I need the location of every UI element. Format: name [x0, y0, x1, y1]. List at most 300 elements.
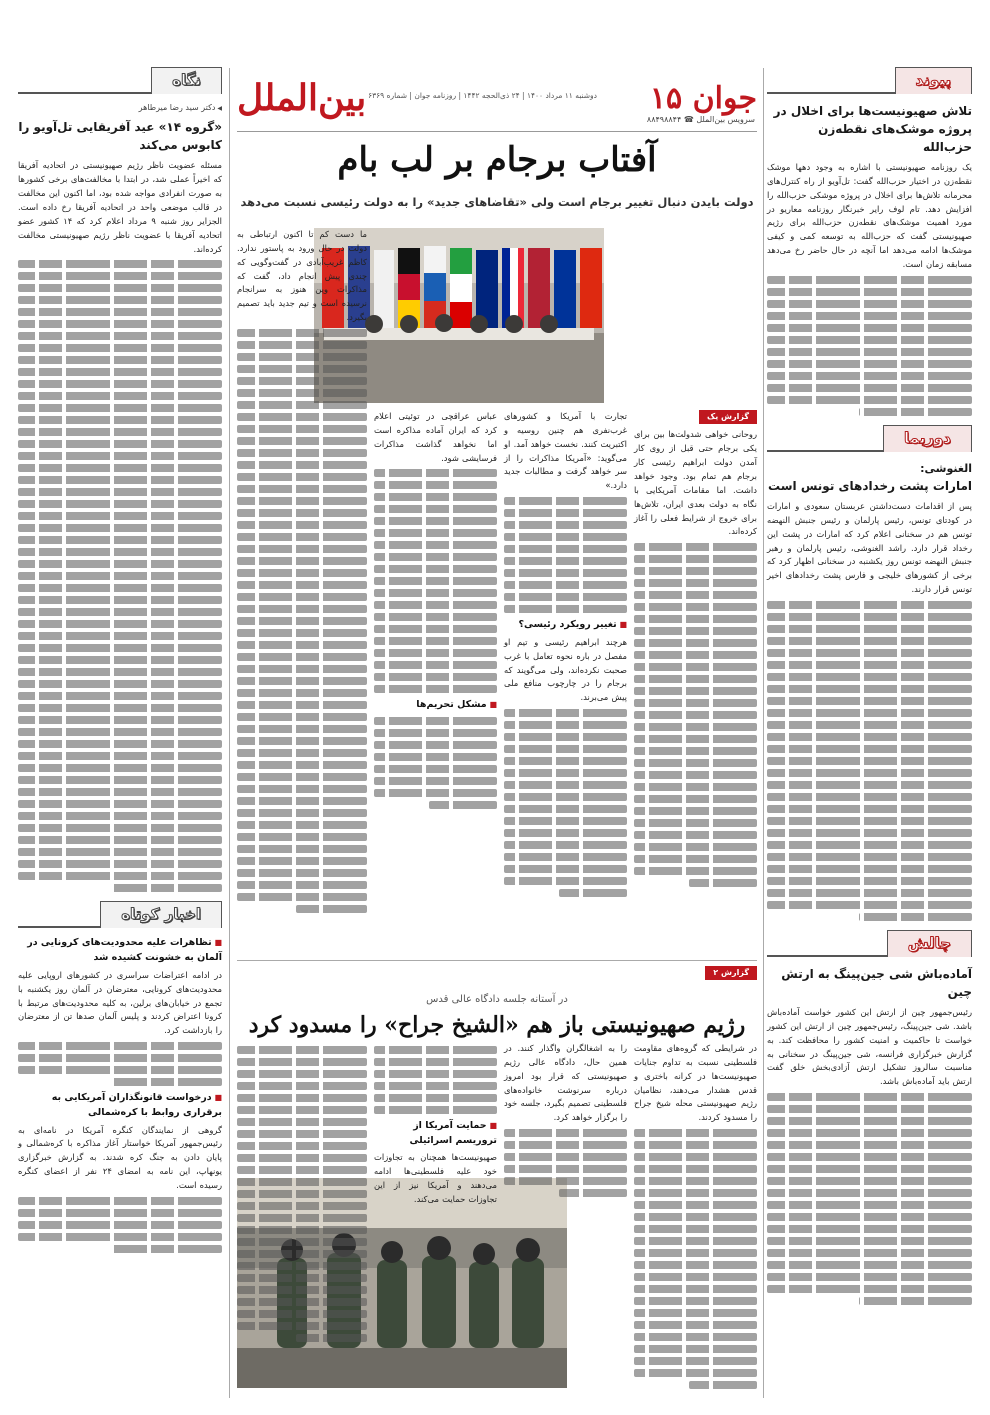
text-filler [237, 581, 367, 589]
right-headline-1: تلاش صهیونیست‌ها برای اخلال در پروژه موشک‌های نقطه‌زن حزب‌الله [773, 104, 972, 154]
text-filler [767, 733, 972, 741]
right-article-2-text: پس از اقدامات دست‌داشتن عربستان سعودی و امارات در کودتای تونس، رئیس پارلمان و رئیس جنبش النهضه تونس هم در سخنانی اعلام کرد که امارات در پشت این رخداد قرار دارد. راشد الغنوشی، رئیس پارلمان و رهبر جنبش النهضه تونس روز یکشنبه در سخنانی اظهار کرد که برخی از کشورهای خلیجی و فارس پشت رخدادهای اخیر تونس قرار دارند. [767, 500, 972, 595]
text-filler [374, 765, 497, 773]
text-filler [18, 860, 222, 868]
text-filler [374, 565, 497, 573]
text-filler [237, 677, 367, 685]
text-filler [237, 857, 367, 865]
text-filler [767, 1285, 972, 1293]
text-filler [504, 877, 627, 885]
text-filler [237, 1250, 367, 1258]
text-filler [18, 1221, 222, 1229]
text-filler [634, 1369, 757, 1377]
text-filler [767, 312, 972, 320]
text-filler [237, 617, 367, 625]
text-filler [18, 632, 222, 640]
text-filler [504, 793, 627, 801]
author-name: ◀ دکتر سید رضا میرطاهر [18, 102, 222, 114]
text-filler [767, 781, 972, 789]
text-filler [374, 753, 497, 761]
center-article-2-col-d [237, 1042, 367, 1346]
text-filler [237, 1118, 367, 1126]
text-filler [634, 639, 757, 647]
text-filler [237, 521, 367, 529]
text-filler [634, 807, 757, 815]
text-filler [374, 789, 497, 797]
section-tab-chalesh: چالش [767, 931, 972, 957]
text-filler [237, 497, 367, 505]
text-filler [504, 605, 627, 613]
text-filler [634, 699, 757, 707]
text-filler [767, 1153, 972, 1161]
text-filler [767, 817, 972, 825]
text-filler [18, 704, 222, 712]
text-filler [634, 687, 757, 695]
text-filler [634, 1249, 757, 1257]
text-filler [634, 1225, 757, 1233]
text-filler [18, 608, 222, 616]
text-filler [237, 389, 367, 397]
text-filler [634, 663, 757, 671]
text-filler [374, 589, 497, 597]
center-article-1a-text: روحانی خواهی شدولت‌ها بین برای یکی برجام حتی قبل از روی کار آمدن دولت ابراهیم رئیسی کار برجام هم تمام بود. وجود خواهد داشت. اما مقامات آمریکایی با نگاه به دولت بعدی ایران، تلاش‌ها برای خروج از شرایط فعلی را آغاز کرده‌اند. [634, 429, 757, 537]
subhead-raisi-approach: ■ تغییر رویکرد رئیسی؟ [504, 618, 627, 633]
text-filler [18, 392, 222, 400]
text-filler [237, 473, 367, 481]
text-filler [237, 365, 367, 373]
text-filler [18, 800, 222, 808]
text-filler [634, 1333, 757, 1341]
text-filler [18, 1066, 222, 1074]
text-filler [634, 747, 757, 755]
text-filler [18, 728, 222, 736]
text-filler [504, 1153, 627, 1161]
text-filler [634, 1153, 757, 1161]
text-filler [237, 413, 367, 421]
masthead-subtitle [647, 114, 755, 126]
text-filler [374, 625, 497, 633]
text-filler [110, 1245, 222, 1253]
text-filler [18, 356, 222, 364]
text-filler [237, 641, 367, 649]
text-filler [237, 881, 367, 889]
text-filler [634, 831, 757, 839]
text-filler [374, 685, 497, 693]
text-filler [767, 661, 972, 669]
masthead-logo: جوان ۱۵ [649, 81, 757, 116]
text-filler [18, 812, 222, 820]
text-filler [237, 1154, 367, 1162]
text-filler [767, 637, 972, 645]
text-filler [237, 1190, 367, 1198]
text-filler [18, 584, 222, 592]
text-filler [504, 497, 627, 505]
section-name: بین‌الملل [237, 77, 367, 119]
text-filler [767, 853, 972, 861]
text-filler [237, 461, 367, 469]
text-filler [18, 572, 222, 580]
main-headline: آفتاب برجام بر لب بام [337, 140, 657, 180]
text-filler [767, 1105, 972, 1113]
text-filler [634, 1141, 757, 1149]
section-tab-briefs: اخبار کوتاه [18, 902, 222, 928]
text-filler [559, 889, 627, 897]
text-filler [110, 1078, 222, 1086]
text-filler [374, 741, 497, 749]
text-filler [237, 1274, 367, 1282]
text-filler [374, 777, 497, 785]
text-filler [237, 809, 367, 817]
text-filler [767, 901, 972, 909]
text-filler [634, 795, 757, 803]
text-filler [374, 601, 497, 609]
text-filler [634, 1297, 757, 1305]
text-filler [18, 776, 222, 784]
text-filler [237, 377, 367, 385]
text-filler [18, 284, 222, 292]
text-filler [767, 1237, 972, 1245]
text-filler [634, 711, 757, 719]
text-filler [18, 560, 222, 568]
text-filler [18, 680, 222, 688]
text-filler [237, 845, 367, 853]
text-filler [237, 593, 367, 601]
text-filler [237, 329, 367, 337]
right-headline-3: آماده‌باش شی جین‌پینگ به ارتش چین [781, 966, 972, 999]
text-filler [374, 1094, 497, 1102]
text-filler [634, 843, 757, 851]
text-filler [504, 757, 627, 765]
text-filler [18, 644, 222, 652]
text-filler [767, 769, 972, 777]
text-filler [634, 1261, 757, 1269]
text-filler [237, 1070, 367, 1078]
text-filler [18, 620, 222, 628]
text-filler [634, 579, 757, 587]
text-filler [429, 801, 497, 809]
text-filler [374, 661, 497, 669]
text-filler [18, 272, 222, 280]
text-filler [18, 788, 222, 796]
text-filler [504, 557, 627, 565]
text-filler [634, 723, 757, 731]
text-filler [18, 320, 222, 328]
text-filler [767, 649, 972, 657]
text-filler [237, 1142, 367, 1150]
text-filler [634, 591, 757, 599]
text-filler [18, 332, 222, 340]
text-filler [374, 1058, 497, 1066]
text-filler [237, 737, 367, 745]
text-filler [767, 300, 972, 308]
text-filler [237, 749, 367, 757]
text-filler [296, 1334, 368, 1342]
text-filler [237, 533, 367, 541]
text-filler [18, 260, 222, 268]
text-filler [18, 836, 222, 844]
text-filler [237, 341, 367, 349]
text-filler [504, 745, 627, 753]
text-filler [296, 905, 368, 913]
text-filler [634, 675, 757, 683]
text-filler [767, 1225, 972, 1233]
text-filler [18, 656, 222, 664]
text-filler [374, 717, 497, 725]
center-article-2a-text: در شرایطی که گروه‌های مقاومت فلسطینی نسبت به تداوم جنایات صهیونیست‌ها در کرانه باختری و قدس هشدار می‌دهند، نظامیان رژیم صهیونیستی محله شیخ جراح را مسدود کردند. [634, 1043, 757, 1123]
text-filler [237, 1058, 367, 1066]
section-tab-negah: نگاه [18, 68, 222, 94]
text-filler [767, 721, 972, 729]
text-filler [634, 759, 757, 767]
text-filler [18, 740, 222, 748]
text-filler [18, 344, 222, 352]
text-filler [634, 1177, 757, 1185]
text-filler [237, 449, 367, 457]
text-filler [237, 1130, 367, 1138]
text-filler [237, 1046, 367, 1054]
text-filler [237, 761, 367, 769]
text-filler [559, 1189, 627, 1197]
center-article-1-col-a [634, 410, 757, 891]
text-filler [504, 721, 627, 729]
center-article-2b-text: را به اشغالگران واگذار کنند. در همین حال، دادگاه عالی رژیم صهیونیستی که قرار بود امروز درباره سرنوشت خانواده‌های فلسطینی تصمیم بگیرد، جلسه خود را برگزار خواهد کرد. [504, 1043, 627, 1123]
text-filler [18, 848, 222, 856]
text-filler [18, 596, 222, 604]
subhead-us-support: ■ حمایت آمریکا از تروریسم اسرائیلی [374, 1119, 497, 1148]
text-filler [237, 1178, 367, 1186]
text-filler [18, 512, 222, 520]
right-article-3-text: رئیس‌جمهور چین از ارتش این کشور خواست آماده‌باش باشد. شی جین‌پینگ، رئیس‌جمهور چین از ارتش این کشور خواست تا حاکمیت و امنیت کشور را محافظت کند. به گزارش خبرگزاری فرانسه، شی جین‌پینگ در سخنانی به مناسبت سالروز تشکیل ارتش آزادی‌بخش خلق گفت ارتش باید آماده‌باش باشد. [767, 1006, 972, 1087]
text-filler [374, 517, 497, 525]
text-filler [504, 521, 627, 529]
text-filler [859, 913, 972, 921]
issue-info: دوشنبه ۱۱ مرداد ۱۴۰۰ | ۲۴ ذی‌الحجه ۱۴۴۲ | روزنامه جوان | شماره ۶۳۶۹ [368, 91, 597, 100]
center-article-1e-text: ما دست کم تا اکنون ارتباطی به دولت در حال ورود به پاستور ندارد. کاظم غریب‌آبادی در گفت‌وگویی که چندی پیش انجام داد، گفت که مذاکرات وین هنوز به سرانجام نرسیده است و تیم جدید باید تصمیم بگیرد. [237, 229, 367, 323]
text-filler [110, 884, 222, 892]
text-filler [634, 1201, 757, 1209]
masthead-phone: ۸۸۴۹۸۸۴۴ [646, 115, 682, 124]
brief-2-headline: ■ درخواست قانونگذاران آمریکایی به برقراری روابط با کره‌شمالی [18, 1091, 222, 1120]
text-filler [634, 771, 757, 779]
text-filler [634, 567, 757, 575]
text-filler [18, 764, 222, 772]
text-filler [634, 615, 757, 623]
text-filler [237, 1322, 367, 1330]
column-divider [763, 68, 764, 1398]
text-filler [634, 1309, 757, 1317]
text-filler [18, 500, 222, 508]
main-subheadline: دولت بایدن دنبال تغییر برجام است ولی «تقاضاهای جدید» را به دولت رئیسی نسبت می‌دهد [240, 195, 754, 209]
text-filler [634, 1189, 757, 1197]
text-filler [504, 769, 627, 777]
left-column [18, 68, 222, 1257]
text-filler [18, 440, 222, 448]
masthead [237, 77, 757, 132]
brief-1-text: در ادامه اعتراضات سراسری در کشورهای اروپایی علیه محدودیت‌های کرونایی، معترضان در آلمان روز یکشنبه با تجمع در خیابان‌های برلین، به کلیه محدودیت‌های مرتبط با کرونا اعتراض کردند و پلیس آلمان صدها تن از معترضان را بازداشت کرد. [18, 969, 222, 1036]
column-divider [229, 68, 230, 1398]
text-filler [374, 637, 497, 645]
center-article-1c-text: هرچند ابراهیم رئیسی و تیم او مفصل در باره نحوه تعامل با غرب صحبت نکرده‌اند، ولی می‌گویند که برجام را در چارچوب منافع ملی پیش می‌برند. [504, 636, 627, 703]
text-filler [18, 692, 222, 700]
text-filler [689, 879, 757, 887]
text-filler [18, 1233, 222, 1241]
text-filler [18, 824, 222, 832]
text-filler [504, 569, 627, 577]
text-filler [237, 1226, 367, 1234]
text-filler [767, 865, 972, 873]
text-filler [374, 729, 497, 737]
text-filler [18, 1209, 222, 1217]
center-article-2-col-a [634, 1042, 757, 1393]
text-filler [767, 625, 972, 633]
text-filler [237, 1082, 367, 1090]
text-filler [237, 605, 367, 613]
text-filler [767, 829, 972, 837]
text-filler [237, 653, 367, 661]
text-filler [767, 805, 972, 813]
text-filler [237, 545, 367, 553]
text-filler [767, 673, 972, 681]
text-filler [634, 555, 757, 563]
text-filler [237, 701, 367, 709]
right-kicker-2: الغنوشی: [920, 461, 972, 475]
text-filler [767, 685, 972, 693]
text-filler [237, 1166, 367, 1174]
text-filler [504, 533, 627, 541]
text-filler [634, 1213, 757, 1221]
section-tab-doorbama: دوربما [767, 426, 972, 452]
text-filler [237, 725, 367, 733]
text-filler [634, 735, 757, 743]
text-filler [504, 509, 627, 517]
text-filler [504, 1177, 627, 1185]
text-filler [767, 1117, 972, 1125]
text-filler [237, 797, 367, 805]
center-article-1-col-c [374, 410, 497, 813]
text-filler [634, 1237, 757, 1245]
text-filler [767, 1201, 972, 1209]
text-filler [634, 867, 757, 875]
text-filler [767, 1141, 972, 1149]
text-filler [237, 437, 367, 445]
text-filler [18, 524, 222, 532]
text-filler [634, 1345, 757, 1353]
text-filler [634, 627, 757, 635]
text-filler [767, 613, 972, 621]
text-filler [767, 793, 972, 801]
text-filler [767, 709, 972, 717]
text-filler [767, 697, 972, 705]
text-filler [237, 713, 367, 721]
text-filler [237, 569, 367, 577]
text-filler [767, 841, 972, 849]
text-filler [504, 817, 627, 825]
text-filler [767, 745, 972, 753]
text-filler [237, 665, 367, 673]
text-filler [767, 1165, 972, 1173]
text-filler [374, 469, 497, 477]
text-filler [504, 841, 627, 849]
subhead-sanctions-problem: ■ مشکل تحریم‌ها [374, 698, 497, 713]
text-filler [237, 425, 367, 433]
text-filler [374, 613, 497, 621]
text-filler [237, 1094, 367, 1102]
text-filler [237, 1298, 367, 1306]
text-filler [767, 372, 972, 380]
text-filler [18, 380, 222, 388]
text-filler [504, 829, 627, 837]
text-filler [237, 1202, 367, 1210]
text-filler [634, 819, 757, 827]
right-headline-2: امارات پشت رخدادهای تونس است [768, 478, 972, 493]
text-filler [504, 781, 627, 789]
text-filler [634, 1129, 757, 1137]
text-filler [767, 360, 972, 368]
article-divider [237, 960, 757, 961]
left-headline: «گروه ۱۴» عید آفریقایی تل‌آویو را کابوس می‌کند [18, 120, 222, 153]
text-filler [237, 821, 367, 829]
text-filler [767, 1261, 972, 1269]
text-filler [767, 889, 972, 897]
text-filler [859, 1297, 972, 1305]
text-filler [374, 1070, 497, 1078]
text-filler [504, 545, 627, 553]
text-filler [634, 855, 757, 863]
text-filler [237, 869, 367, 877]
text-filler [237, 485, 367, 493]
text-filler [634, 1357, 757, 1365]
text-filler [504, 1129, 627, 1137]
left-article-text: مسئله عضویت ناظر رژیم صهیونیستی در اتحادیه آفریقا که اخیراً عملی شد، در ابتدا با مخالفت‌های برخی کشورها به صورت انفرادی مواجه شده بود، اما اکنون این مخالفت در قالب موضعی واحد در اتحادیه آفریقا رخ داده است. الجزایر روز شنبه ۹ مرداد اعلام کرد که ۱۴ کشور عضو اتحادیه آفریقا با عضویت ناظر رژیم صهیونیستی مخالفت کرده‌اند. [18, 160, 222, 254]
center-article-2-label [237, 966, 757, 980]
text-filler [18, 668, 222, 676]
text-filler [18, 416, 222, 424]
text-filler [374, 1046, 497, 1054]
right-column [767, 68, 972, 1309]
report-label-2: گزارش ۲ [705, 966, 757, 980]
text-filler [18, 464, 222, 472]
text-filler [18, 296, 222, 304]
text-filler [634, 783, 757, 791]
text-filler [18, 452, 222, 460]
phone-icon: ☎ [683, 115, 694, 124]
text-filler [504, 1165, 627, 1173]
text-filler [689, 1381, 757, 1389]
text-filler [237, 1286, 367, 1294]
text-filler [374, 1082, 497, 1090]
text-filler [767, 276, 972, 284]
center-article-1-col-b [504, 410, 627, 901]
text-filler [504, 581, 627, 589]
text-filler [237, 689, 367, 697]
text-filler [237, 893, 367, 901]
text-filler [18, 1042, 222, 1050]
text-filler [237, 557, 367, 565]
text-filler [18, 752, 222, 760]
text-filler [859, 408, 972, 416]
text-filler [767, 877, 972, 885]
text-filler [374, 673, 497, 681]
text-filler [374, 493, 497, 501]
text-filler [767, 1177, 972, 1185]
center-article-1-col-d [237, 228, 367, 917]
text-filler [374, 541, 497, 549]
text-filler [374, 553, 497, 561]
text-filler [767, 1273, 972, 1281]
text-filler [18, 716, 222, 724]
text-filler [237, 1238, 367, 1246]
text-filler [237, 1262, 367, 1270]
